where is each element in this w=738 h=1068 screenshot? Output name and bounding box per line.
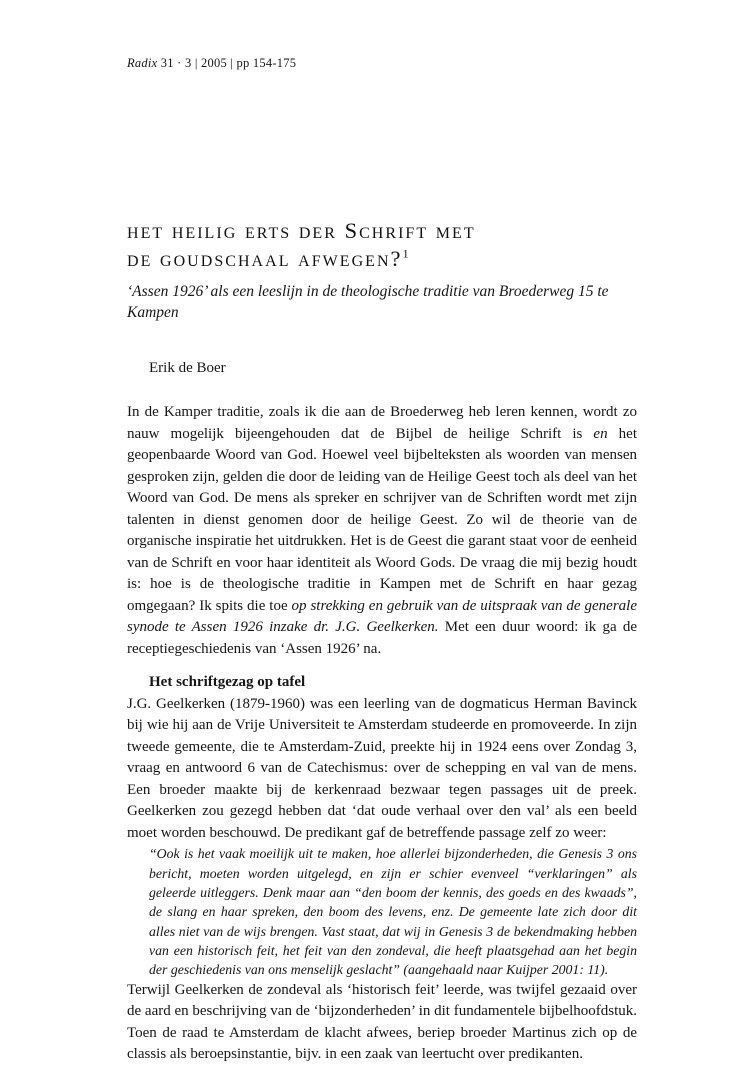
intro-segment-1: In de Kamper traditie, zoals ik die aan de Broederweg heb leren kennen, wordt zo nauw mogelijk bijeengehouden dat de Bijbel de heilige Schrift is — [127, 404, 637, 442]
section-paragraph-2: Terwijl Geelkerken de zondeval als ‘historisch feit’ leerde, was twijfel gezaaid over de aard en beschrijving van de ‘bijzonderheden’ in dit fundamentele bijbelhoofdstuk. Toen de raad te Amsterdam de klacht afwees, beriep broeder Martinus zich op de classis als beroepsinstantie, bijv. in een zaak van leertucht over predikanten. — [127, 981, 637, 1063]
article-title-line2: de goudschaal afwegen? — [127, 246, 403, 272]
intro-paragraph — [127, 402, 637, 660]
intro-segment-5: Met een duur woord: ik ga de receptiegeschiedenis van ‘Assen 1926’ na. — [127, 619, 637, 657]
article-title-line1: het heilig erts der Schrift met — [127, 218, 476, 243]
section-heading: Het schriftgezag op tafel — [149, 674, 306, 691]
footnote-ref: 1 — [402, 246, 409, 261]
journal-name: Radix — [127, 56, 158, 70]
article-title — [127, 217, 637, 273]
intro-segment-3: het geopenbaarde Woord van God. Hoewel veel bijbelteksten als woorden van mensen gesproken zijn, gelden die door de leiding van de Heilige Geest toch als deel van het Woord van God. De mens als spreker en schrijver van de Schriften wordt met zijn talenten in dienst genomen door de heilige Geest. Zo wil de theorie van de organische inspiratie het uitdrukken. Het is de Geest die garant staat voor de eenheid van de Schrift en voor haar identiteit als Woord Gods. De vraag die mij bezig houdt is: hoe is de theologische traditie in Kampen met de Schrift en haar gezag omgegaan? Ik spits die toe — [127, 425, 637, 614]
intro-segment-2-italic: en — [593, 425, 608, 442]
page-header — [127, 56, 637, 71]
intro-segment-4-italic: op strekking en gebruik van de uitspraak van de generale synode te Assen 1926 inzake dr. J.G. Geelkerken. — [127, 597, 637, 636]
article-subtitle: ‘Assen 1926’ als een leeslijn in de theologische traditie van Broederweg 15 te Kampen — [127, 283, 609, 322]
issue-info: 31 · 3 | 2005 | pp 154-175 — [160, 56, 297, 70]
section-paragraph-1: J.G. Geelkerken (1879-1960) was een leerling van de dogmaticus Herman Bavinck bij wie hij aan de Vrije Universiteit te Amsterdam studeerde en promoveerde. In zijn tweede gemeente, die te Amsterdam-Zuid, preekte hij in 1924 eens over Zondag 3, vraag en antwoord 6 van de Catechismus: over de schepping en val van de mens. Een broeder maakte bij de kerkenraad bezwaar tegen passages uit de preek. Geelkerken zou gezegd hebben dat ‘dat oude verhaal over den val’ als een beeld moet worden beschouwd. De predikant gaf de betreffende passage zelf zo weer: — [127, 695, 637, 841]
author-name: Erik de Boer — [149, 360, 226, 377]
block-quote: “Ook is het vaak moeilijk uit te maken, hoe allerlei bijzonderheden, die Genesis 3 ons bericht, moeten worden uitgelegd, en zijn er schier evenveel “verklaringen” als geleerde uitleggers. Denk maar aan “den boom der kennis, des goeds en des kwaads”, de slang en haar spreken, den boom des levens, enz. De gemeente late zich door dit alles niet van de wijs brengen. Vast staat, dat wij in Genesis 3 de bekendmaking hebben van een historisch feit, het feit van den zondeval, die heeft plaatsgehad aan het begin der geschiedenis van ons menselijk geslacht” (aangehaald naar Kuijper 2001: 11). — [149, 846, 637, 978]
